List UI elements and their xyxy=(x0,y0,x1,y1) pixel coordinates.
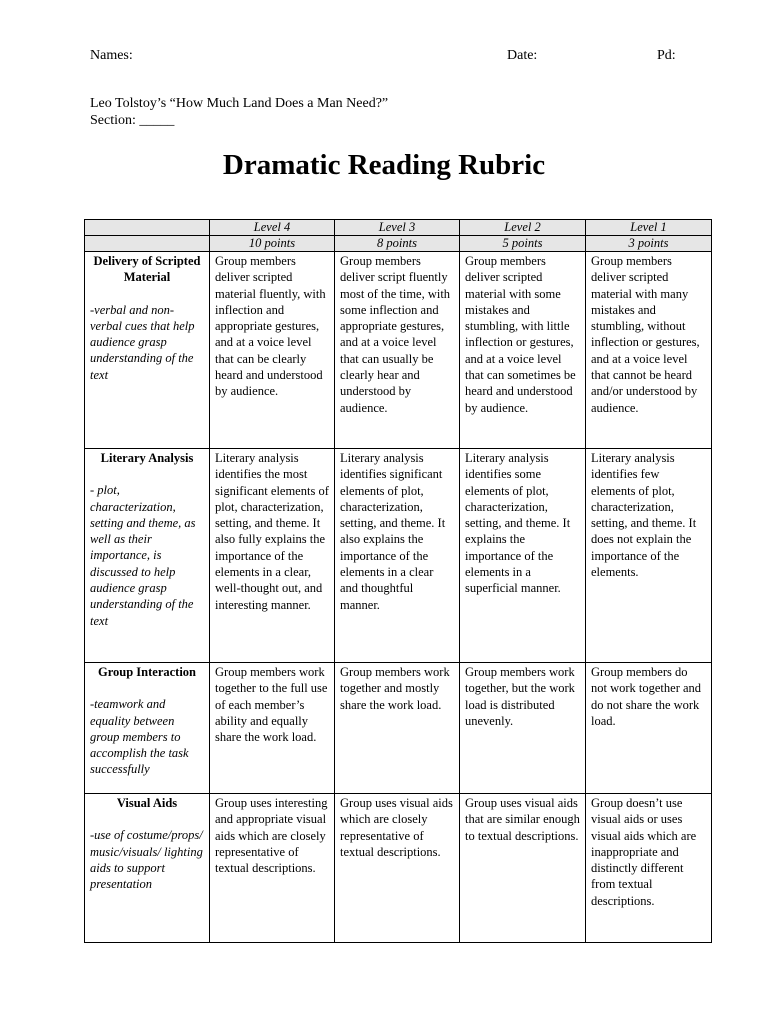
period-label: Pd: xyxy=(657,48,676,63)
criteria-cell: Group members deliver scripted material fluently, with inflection and appropriate gestures, and at a voice level that can be clearly heard and understood by audience. xyxy=(210,252,335,449)
category-description: -teamwork and equality between group members to accomplish the task successfully xyxy=(90,697,189,777)
rubric-row-visual-aids xyxy=(85,794,712,943)
criteria-cell: Literary analysis identifies some elements of plot, characterization, setting, and theme. It explains the importance of the elements in a superficial manner. xyxy=(460,449,586,663)
section-label: Section: _____ xyxy=(90,113,175,128)
criteria-cell: Group members work together to the full use of each member’s ability and equally share the work load. xyxy=(210,663,335,794)
category-cell xyxy=(85,794,210,943)
criteria-cell: Literary analysis identifies significant elements of plot, characterization, setting, and theme. It also explains the importance of the elements in a clear and thoughtful manner. xyxy=(335,449,460,663)
level-header: Level 4 xyxy=(210,220,335,236)
names-label: Names: xyxy=(90,48,133,63)
level-header: Level 2 xyxy=(460,220,586,236)
points-header: 3 points xyxy=(586,236,712,252)
page-title: Dramatic Reading Rubric xyxy=(222,149,546,181)
category-title: Visual Aids xyxy=(116,796,178,810)
rubric-row-group-interaction xyxy=(85,663,712,794)
category-description: - plot, characterization, setting and theme, as well as their importance, is discussed to help audience grasp understanding of the text xyxy=(90,483,196,628)
category-title: Literary Analysis xyxy=(100,451,194,465)
category-title: Delivery of Scripted Material xyxy=(93,254,201,285)
level-header: Level 3 xyxy=(335,220,460,236)
corner-cell xyxy=(85,236,210,252)
rubric-row-delivery xyxy=(85,252,712,449)
criteria-cell: Group members work together and mostly share the work load. xyxy=(335,663,460,794)
criteria-cell: Group doesn’t use visual aids or uses visual aids which are inappropriate and distinctly different from textual descriptions. xyxy=(586,794,712,943)
category-cell xyxy=(85,449,210,663)
criteria-cell: Group uses visual aids which are closely representative of textual descriptions. xyxy=(335,794,460,943)
points-header: 10 points xyxy=(210,236,335,252)
criteria-cell: Group members work together, but the work load is distributed unevenly. xyxy=(460,663,586,794)
points-header-row xyxy=(85,236,712,252)
criteria-cell: Group members deliver scripted material with some mistakes and stumbling, with little inflection or gestures, and at a voice level that can sometimes be heard and understood by audience. xyxy=(460,252,586,449)
category-title: Group Interaction xyxy=(97,665,197,679)
category-cell xyxy=(85,252,210,449)
level-header: Level 1 xyxy=(586,220,712,236)
category-description: -verbal and non-verbal cues that help audience grasp understanding of the text xyxy=(90,302,195,382)
criteria-cell: Group members deliver script fluently most of the time, with some inflection and appropriate gestures, and at a voice level that can usually be clearly hear and understood by audience. xyxy=(335,252,460,449)
story-title: Leo Tolstoy’s “How Much Land Does a Man Need?” xyxy=(90,96,389,111)
corner-cell xyxy=(85,220,210,236)
criteria-cell: Group members do not work together and do not share the work load. xyxy=(586,663,712,794)
points-header: 8 points xyxy=(335,236,460,252)
criteria-cell: Group uses visual aids that are similar enough to textual descriptions. xyxy=(460,794,586,943)
criteria-cell: Group uses interesting and appropriate visual aids which are closely representative of textual descriptions. xyxy=(210,794,335,943)
criteria-cell: Literary analysis identifies few elements of plot, characterization, setting, and theme. It does not explain the importance of the elements. xyxy=(586,449,712,663)
points-header: 5 points xyxy=(460,236,586,252)
category-description: -use of costume/props/ music/visuals/ lighting aids to support presentation xyxy=(90,828,203,892)
rubric-table xyxy=(84,219,712,943)
criteria-cell: Group members deliver scripted material with many mistakes and stumbling, without inflection or gestures, and at a voice level that cannot be heard and/or understood by audience. xyxy=(586,252,712,449)
levels-header-row xyxy=(85,220,712,236)
category-cell xyxy=(85,663,210,794)
criteria-cell: Literary analysis identifies the most significant elements of plot, characterization, setting, and theme. It also fully explains the importance of the elements in a clear, well-thought out, and interesting manner. xyxy=(210,449,335,663)
date-label: Date: xyxy=(507,48,538,63)
rubric-row-literary-analysis xyxy=(85,449,712,663)
